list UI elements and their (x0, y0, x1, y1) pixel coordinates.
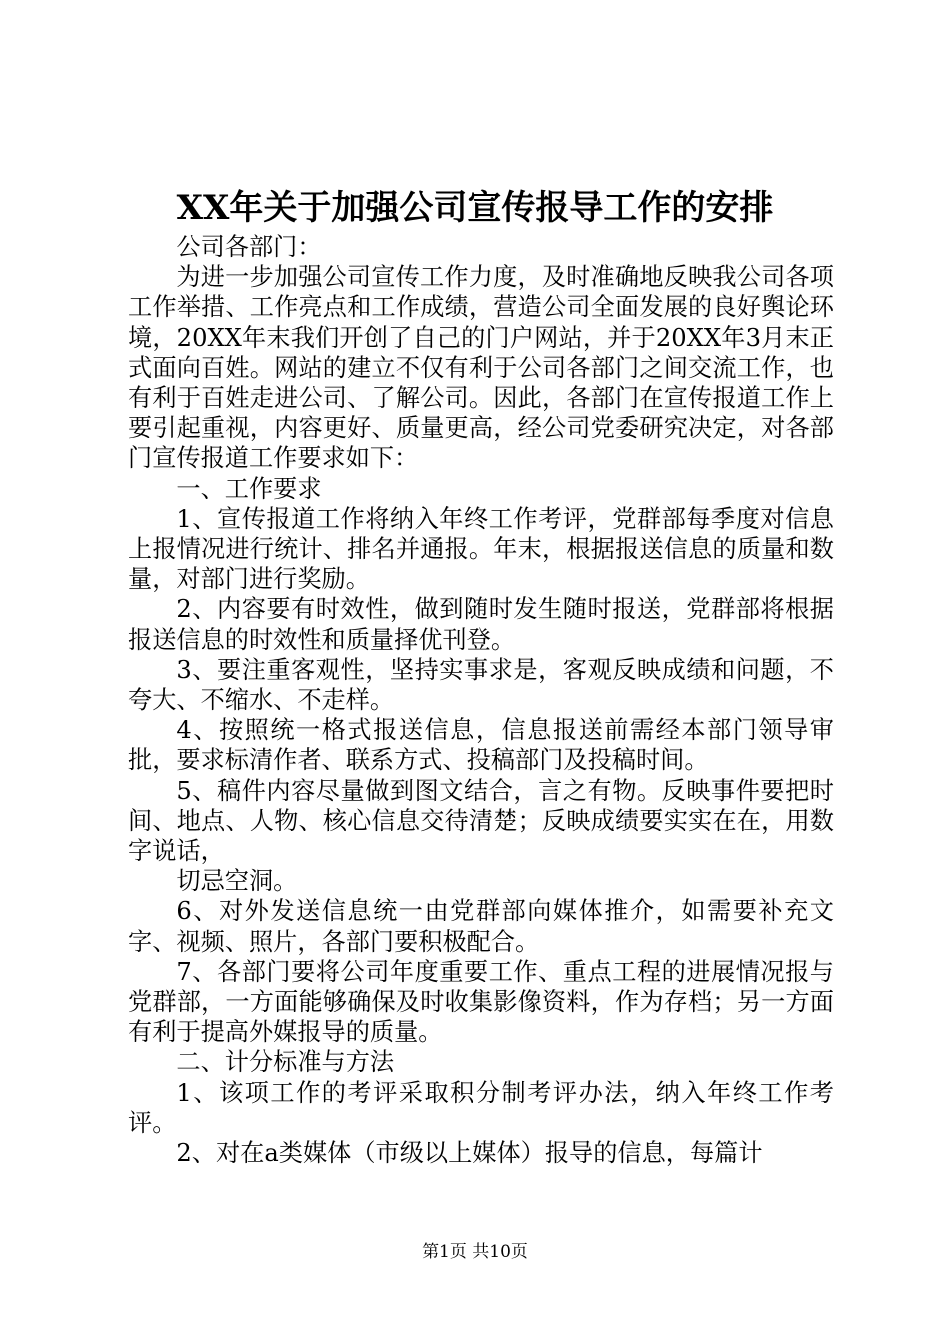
requirement-item-7: 7、各部门要将公司年度重要工作、重点工程的进展情况报与党群部，一方面能够确保及时收集影像资料，作为存档；另一方面有利于提高外媒报导的质量。 (128, 957, 834, 1047)
scoring-item-1: 1、该项工作的考评采取积分制考评办法，纳入年终工作考评。 (128, 1078, 834, 1137)
section-heading-requirements: 一、工作要求 (176, 474, 322, 503)
intro-paragraph: 为进一步加强公司宣传工作力度，及时准确地反映我公司各项工作举措、工作亮点和工作成绩，营造公司全面发展的良好舆论环境，20XX年末我们开创了自己的门户网站，并于20XX年3月末正式面向百姓。网站的建立不仅有利于公司各部门之间交流工作，也有利于百姓走进公司、了解公司。因此，各部门在宣传报道工作上要引起重视，内容更好、质量更高，经公司党委研究决定，对各部门宣传报道工作要求如下： (128, 263, 834, 473)
document-body (128, 232, 834, 1168)
page-number-footer: 第1页 共10页 (422, 1242, 528, 1262)
section-heading-scoring: 二、计分标准与方法 (176, 1048, 395, 1077)
salutation: 公司各部门： (176, 233, 322, 261)
document-title: XX年关于加强公司宣传报导工作的安排 (176, 188, 774, 228)
requirement-item-5-continued: 切忌空洞。 (176, 867, 298, 896)
requirement-item-1: 1、宣传报道工作将纳入年终工作考评，党群部每季度对信息上报情况进行统计、排名并通报。年末，根据报送信息的质量和数量，对部门进行奖励。 (128, 504, 834, 594)
scoring-item-2: 2、对在a类媒体（市级以上媒体）报导的信息，每篇计 (176, 1139, 763, 1168)
requirement-item-3: 3、要注重客观性，坚持实事求是，客观反映成绩和问题，不夸大、不缩水、不走样。 (128, 655, 834, 715)
requirement-item-4: 4、按照统一格式报送信息，信息报送前需经本部门领导审批，要求标清作者、联系方式、投稿部门及投稿时间。 (128, 716, 834, 775)
requirement-item-5: 5、稿件内容尽量做到图文结合，言之有物。反映事件要把时间、地点、人物、核心信息交待清楚；反映成绩要实实在在，用数字说话， (128, 776, 834, 866)
requirement-item-2: 2、内容要有时效性，做到随时发生随时报送，党群部将根据报送信息的时效性和质量择优刊登。 (128, 595, 834, 654)
requirement-item-6: 6、对外发送信息统一由党群部向媒体推介，如需要补充文字、视频、照片，各部门要积极配合。 (128, 897, 834, 956)
